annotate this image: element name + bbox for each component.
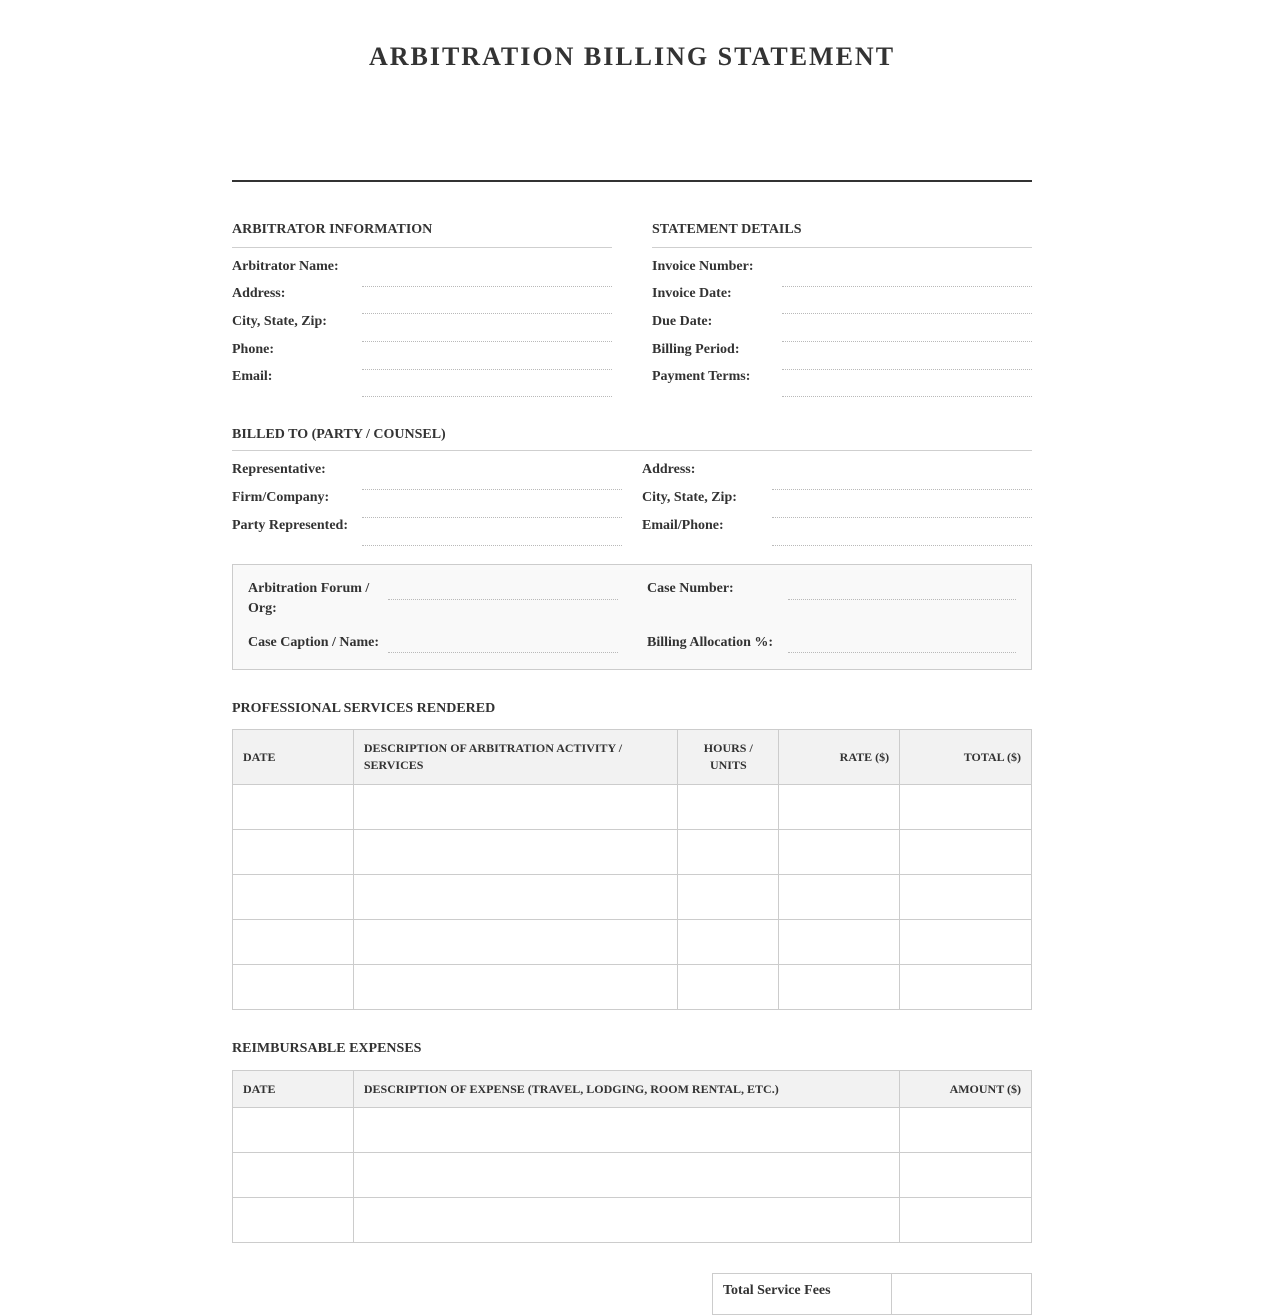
expenses-table-row [233, 1153, 1032, 1198]
field-label: City, State, Zip: [642, 490, 737, 505]
field-arbitrator-phone [232, 342, 612, 362]
arbitrator-info-heading: ARBITRATOR INFORMATION [232, 222, 433, 237]
services-table [232, 729, 1032, 1010]
expenses-table-cell[interactable] [900, 1108, 1032, 1153]
services-table-row [233, 920, 1032, 965]
services-table-cell[interactable] [900, 830, 1032, 875]
services-table-cell[interactable] [233, 875, 354, 920]
field-billing-period [652, 342, 1032, 362]
arbitration-forum-input[interactable] [388, 587, 618, 600]
field-label: Address: [232, 286, 286, 301]
services-table-cell[interactable] [678, 785, 779, 830]
services-table-cell[interactable] [353, 965, 678, 1010]
col-header-hours: HOURS / UNITS [678, 730, 779, 785]
statement-details-heading: STATEMENT DETAILS [652, 222, 802, 237]
field-label: Email/Phone: [642, 518, 724, 533]
col-header-date: DATE [233, 1071, 354, 1108]
billing-allocation-label: Billing Allocation %: [647, 635, 774, 650]
field-firm-company [232, 490, 622, 510]
field-label: City, State, Zip: [232, 314, 327, 329]
payment-terms-input[interactable] [782, 396, 1032, 397]
field-arbitrator-address [232, 286, 612, 306]
services-table-cell[interactable] [233, 920, 354, 965]
expenses-table-cell[interactable] [233, 1108, 354, 1153]
total-service-fees-value[interactable] [892, 1274, 1031, 1314]
services-table-cell[interactable] [900, 875, 1032, 920]
field-label: Invoice Number: [652, 259, 754, 274]
billed-to-underline [232, 450, 1032, 451]
field-label: Invoice Date: [652, 286, 732, 301]
services-table-cell[interactable] [779, 875, 900, 920]
field-arbitrator-email [232, 369, 612, 389]
field-label: Due Date: [652, 314, 713, 329]
services-table-cell[interactable] [779, 965, 900, 1010]
total-service-fees-label: Total Service Fees [723, 1283, 831, 1298]
field-billed-city [642, 490, 1032, 510]
billing-allocation-input[interactable] [788, 640, 1016, 653]
case-caption-label: Case Caption / Name: [248, 635, 380, 650]
expenses-header-row [233, 1071, 1032, 1108]
services-table-cell[interactable] [233, 830, 354, 875]
services-table-cell[interactable] [779, 830, 900, 875]
services-table-row [233, 785, 1032, 830]
col-header-rate: RATE ($) [779, 730, 900, 785]
services-heading: PROFESSIONAL SERVICES RENDERED [232, 701, 496, 716]
field-billed-address [642, 462, 1032, 482]
services-table-cell[interactable] [353, 920, 678, 965]
services-header-row [233, 730, 1032, 785]
total-service-fees-cell [713, 1274, 892, 1314]
arbitration-forum-label: Arbitration Forum / Org: [248, 581, 370, 616]
field-label: Phone: [232, 342, 274, 357]
expenses-table-cell[interactable] [900, 1153, 1032, 1198]
expenses-table [232, 1070, 1032, 1243]
field-representative [232, 462, 622, 482]
services-table-row [233, 875, 1032, 920]
services-table-cell[interactable] [353, 875, 678, 920]
field-label: Firm/Company: [232, 490, 330, 505]
summary-box [712, 1273, 1032, 1315]
col-header-description: DESCRIPTION OF ARBITRATION ACTIVITY / SERVICES [353, 730, 678, 785]
services-table-cell[interactable] [353, 830, 678, 875]
services-table-cell[interactable] [678, 830, 779, 875]
page-title: ARBITRATION BILLING STATEMENT [368, 42, 896, 71]
arbitrator-info-underline [232, 247, 612, 248]
col-header-amount: AMOUNT ($) [900, 1071, 1032, 1108]
case-caption-input[interactable] [388, 640, 618, 653]
services-table-cell[interactable] [233, 785, 354, 830]
billed-to-heading: BILLED TO (PARTY / COUNSEL) [232, 427, 446, 442]
expenses-table-cell[interactable] [353, 1108, 899, 1153]
expenses-table-row [233, 1198, 1032, 1243]
services-table-cell[interactable] [678, 875, 779, 920]
field-label: Email: [232, 369, 273, 384]
services-table-cell[interactable] [353, 785, 678, 830]
services-table-cell[interactable] [900, 920, 1032, 965]
field-payment-terms [652, 369, 1032, 389]
field-invoice-number [652, 259, 1032, 279]
field-billed-email-phone [642, 518, 1032, 538]
billed-email-phone-input[interactable] [772, 545, 1032, 546]
services-table-cell[interactable] [678, 920, 779, 965]
services-table-cell[interactable] [900, 785, 1032, 830]
expenses-table-cell[interactable] [353, 1153, 899, 1198]
services-table-cell[interactable] [779, 785, 900, 830]
field-arbitrator-name [232, 259, 612, 279]
services-table-cell[interactable] [233, 965, 354, 1010]
services-table-cell[interactable] [900, 965, 1032, 1010]
expenses-table-cell[interactable] [233, 1153, 354, 1198]
col-header-total: TOTAL ($) [900, 730, 1032, 785]
field-arbitrator-city [232, 314, 612, 334]
services-table-row [233, 965, 1032, 1010]
case-number-label: Case Number: [647, 581, 734, 596]
field-party-represented [232, 518, 622, 538]
field-label: Arbitrator Name: [232, 259, 339, 274]
field-label: Representative: [232, 462, 326, 477]
field-label: Address: [642, 462, 696, 477]
expenses-heading: REIMBURSABLE EXPENSES [232, 1041, 422, 1056]
expenses-table-cell[interactable] [900, 1198, 1032, 1243]
expenses-table-cell[interactable] [353, 1198, 899, 1243]
services-table-cell[interactable] [678, 965, 779, 1010]
expenses-table-row [233, 1108, 1032, 1153]
services-table-cell[interactable] [779, 920, 900, 965]
field-due-date [652, 314, 1032, 334]
field-label: Payment Terms: [652, 369, 751, 384]
case-info-box [232, 564, 1032, 670]
col-header-date: DATE [233, 730, 354, 785]
services-table-row [233, 830, 1032, 875]
case-number-input[interactable] [788, 587, 1016, 600]
statement-details-underline [652, 247, 1032, 248]
party-represented-input[interactable] [362, 545, 622, 546]
field-label: Billing Period: [652, 342, 740, 357]
col-header-expense-description: DESCRIPTION OF EXPENSE (TRAVEL, LODGING, ROOM RENTAL, ETC.) [353, 1071, 899, 1108]
title-divider [232, 180, 1032, 182]
arbitrator-email-input[interactable] [362, 396, 612, 397]
field-invoice-date [652, 286, 1032, 306]
expenses-table-cell[interactable] [233, 1198, 354, 1243]
field-label: Party Represented: [232, 518, 348, 533]
